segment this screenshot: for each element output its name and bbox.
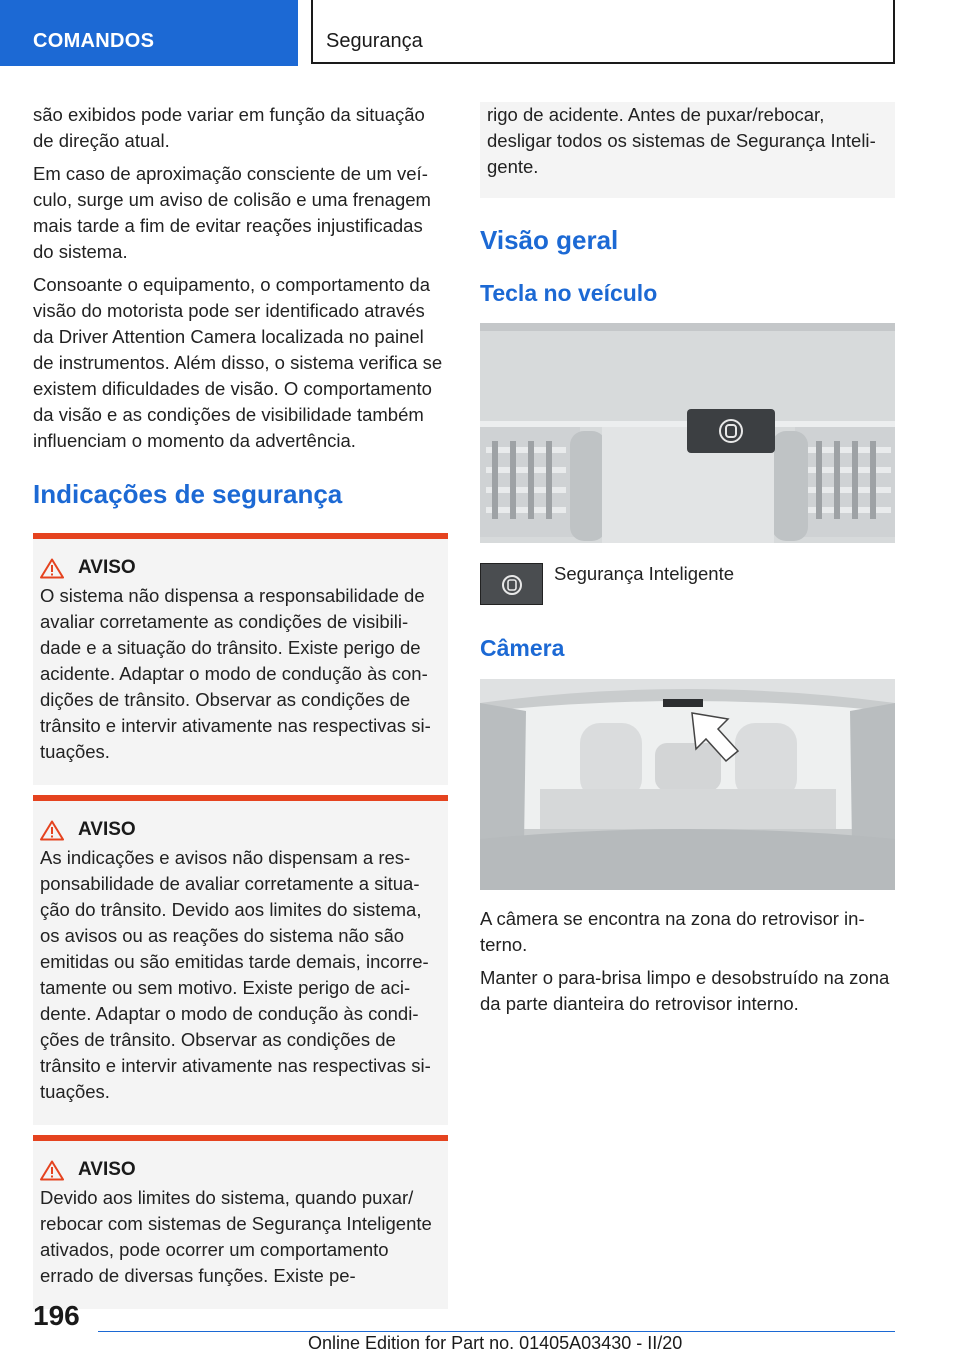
dashboard-illustration: [480, 323, 895, 543]
button-legend-label: Segurança Inteligente: [554, 563, 734, 584]
warning-triangle-icon: [40, 820, 64, 841]
intro-paragraph-2: Em caso de aproximação consciente de um veículo, surge um aviso de colisão e uma frenagem mais tarde a fim de evitar reações injustificadas do sistema.: [33, 163, 431, 262]
warning-text: Devido aos limites do sistema, quando puxar/ rebocar com sistemas de Segurança Inteligente ativados, pode ocorrer um comportamento errado de diversas funções. Existe pe-: [40, 1187, 432, 1286]
warning-box-3: [33, 1135, 448, 1309]
warning-label: AVISO: [78, 1159, 136, 1180]
button-heading: Tecla no veículo: [480, 280, 658, 306]
safety-heading: Indicações de segurança: [33, 479, 343, 509]
warning-triangle-icon: [40, 1160, 64, 1181]
camera-location-figure: [480, 679, 895, 890]
chapter-tab: [311, 0, 895, 64]
warning-header: [40, 1159, 438, 1181]
button-legend-row: [480, 563, 895, 609]
car-interior-illustration: [480, 679, 895, 890]
dashboard-button-figure: [480, 323, 895, 543]
right-column: [480, 102, 895, 1024]
warning-text: O sistema não dispensa a responsabilidade de avaliar corretamente as condições de visibilidade e a situação do trânsito. Existe perigo de acidente. Adaptar o modo de condução às condições de trânsito. Observar as condições de trânsito e intervir ativamente nas respectivas situações.: [40, 585, 431, 762]
warning-box-2: [33, 795, 448, 1125]
page-number: 196: [33, 1300, 80, 1331]
safety-button-icon: [480, 563, 543, 605]
edition-note: Online Edition for Part no. 01405A03430 - II/20: [308, 1333, 683, 1353]
camera-heading: Câmera: [480, 635, 565, 661]
intro-paragraph-3: Consoante o equipamento, o comportamento da visão do motorista pode ser identificado através da Driver Attention Camera localizada no painel de instrumentos. Além disso, o sistema verifica se existem dificuldades de visão. O comportamento da visão e as condições de visibilidade também influenciam o momento da advertência.: [33, 274, 443, 451]
warning-triangle-icon: [40, 558, 64, 579]
warning-label: AVISO: [78, 557, 136, 578]
overview-heading: Visão geral: [480, 225, 619, 255]
warning-continuation: [480, 102, 895, 198]
warning-header: [40, 557, 438, 579]
warning-text: As indicações e avisos não dispensam a responsabilidade de avaliar corretamente a situação do trânsito. Devido aos limites do sistema, os avisos ou as reações do sistema não são emitidas ou são emitidas tarde demais, incorretamente ou sem motivo. Existe perigo de acidente. Adaptar o modo de condução às condições de trânsito. Observar as condições de trânsito e intervir ativamente nas respectivas situações.: [40, 847, 431, 1102]
section-tab: [0, 0, 298, 66]
chapter-title: Segurança: [326, 30, 423, 52]
warning-label: AVISO: [78, 819, 136, 840]
footer-divider: [98, 1331, 895, 1332]
warning-box-1: [33, 533, 448, 785]
section-title: COMANDOS: [33, 30, 155, 52]
warning-continuation-text: rigo de acidente. Antes de puxar/rebocar, desligar todos os sistemas de Segurança Inteligente.: [487, 104, 876, 177]
intro-paragraph-1: são exibidos pode variar em função da situação de direção atual.: [33, 104, 425, 151]
warning-header: [40, 819, 438, 841]
camera-paragraph-1: A câmera se encontra na zona do retrovisor interno.: [480, 908, 865, 955]
camera-paragraph-2: Manter o para-brisa limpo e desobstruído na zona da parte dianteira do retrovisor interno.: [480, 967, 890, 1014]
left-column: [33, 102, 448, 1309]
